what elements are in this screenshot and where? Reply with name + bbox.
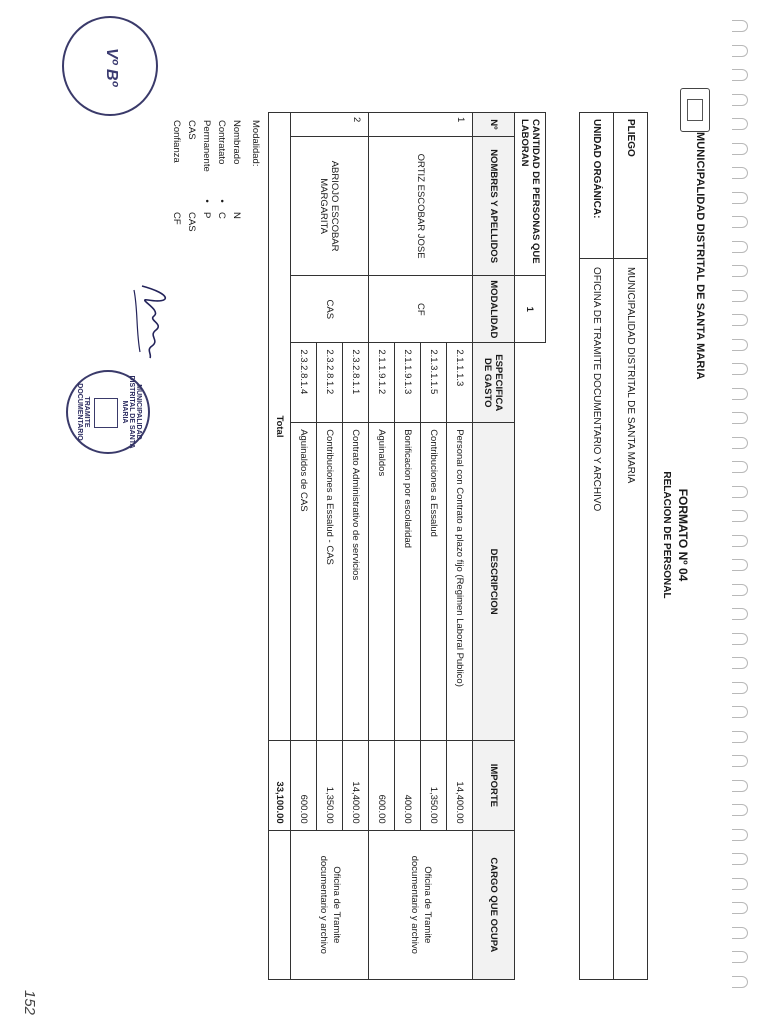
expense-code: 2.1.1.9.1.3 (395, 343, 421, 423)
expense-code: 2.3.2.8.1.4 (291, 343, 317, 423)
expense-amount: 600.00 (291, 740, 317, 830)
col-header: ESPECIFICA DE GASTO (473, 343, 515, 423)
col-header: DESCRIPCION (473, 423, 515, 741)
total-value: 33,100.00 (269, 740, 291, 830)
expense-amount: 600.00 (369, 740, 395, 830)
legend-label: Contratato (216, 120, 227, 165)
pliego-label: PLIEGO (614, 113, 648, 259)
expense-description: Contribuciones a Essalud - CAS (317, 423, 343, 741)
col-header: IMPORTE (473, 740, 515, 830)
legend-code: C (216, 212, 227, 219)
personnel-table (268, 112, 546, 980)
unidad-label: UNIDAD ORGÁNICA: (580, 113, 614, 259)
approval-mark: Vº Bº (103, 48, 120, 87)
expense-amount: 14,400.00 (447, 740, 473, 830)
seal-text: MUNICIPALIDAD DISTRITAL DE SANTA MARIA (121, 375, 142, 449)
format-subtitle: RELACION DE PERSONAL (661, 471, 672, 599)
legend-code: P (201, 212, 212, 219)
modalidad-legend (169, 120, 263, 252)
municipality-logo (680, 88, 710, 132)
document-title (661, 400, 690, 670)
approval-stamp (62, 16, 158, 116)
legend-code: CF (171, 212, 182, 225)
cantidad-label: CANTIDAD DE PERSONAS QUE LABORAN (515, 113, 546, 276)
legend-label: Permanente (201, 120, 212, 172)
table-header (473, 113, 515, 980)
expense-code: 2.1.1.1.3 (447, 343, 473, 423)
expense-description: Aguinaldos de CAS (291, 423, 317, 741)
col-header: MODALIDAD (473, 276, 515, 343)
legend-code: N (231, 212, 242, 219)
table-row (447, 113, 473, 980)
legend-label: CAS (186, 120, 197, 140)
municipal-seal (66, 370, 150, 454)
legend-marker (169, 190, 184, 212)
col-header: Nº (473, 113, 515, 137)
format-title: FORMATO Nº 04 (676, 488, 690, 582)
person-cargo: Oficina de Tramite documentario y archivo (291, 830, 369, 979)
legend-marker: • (216, 199, 227, 203)
expense-amount: 1,350.00 (317, 740, 343, 830)
total-row (269, 113, 291, 980)
legend-marker (229, 190, 244, 212)
legend-item (229, 120, 244, 252)
page-number: 152 (21, 990, 38, 1016)
pliego-value: MUNICIPALIDAD DISTRITAL DE SANTA MARIA (614, 259, 648, 980)
expense-amount: 400.00 (395, 740, 421, 830)
legend-item (169, 120, 184, 252)
cantidad-value: 1 (515, 276, 546, 343)
legend-item (199, 120, 214, 252)
header-form (579, 112, 648, 980)
legend-label: Confianza (171, 120, 182, 163)
legend-title: Modalidad: (250, 120, 261, 167)
col-header: CARGO QUE OCUPA (473, 830, 515, 979)
total-label: Total (269, 113, 291, 741)
row-number: 1 (369, 113, 473, 137)
legend-marker: • (201, 199, 212, 203)
legend-item (184, 120, 199, 252)
municipality-name: MUNICIPALIDAD DISTRITAL DE SANTA MARIA (694, 132, 706, 380)
expense-code: 2.1.3.1.1.5 (421, 343, 447, 423)
legend-code: CAS (186, 212, 197, 232)
expense-description: Bonificacion por escolaridad (395, 423, 421, 741)
legend-item (214, 120, 229, 252)
person-name: ABRIOJO ESCOBAR MARGARITA (291, 136, 369, 275)
expense-description: Contrato Administrativo de servicios (343, 423, 369, 741)
person-cargo: Oficina de Tramite documentario y archivo (369, 830, 473, 979)
table-row (343, 113, 369, 980)
expense-code: 2.3.2.8.1.2 (317, 343, 343, 423)
expense-amount: 1,350.00 (421, 740, 447, 830)
legend-label: Nombrado (231, 120, 242, 165)
col-header: NOMBRES Y APELLIDOS (473, 136, 515, 275)
row-number: 2 (291, 113, 369, 137)
person-name: ORTIZ ESCOBAR JOSE (369, 136, 473, 275)
person-modalidad: CAS (291, 276, 369, 343)
handwritten-signature (122, 280, 182, 360)
expense-amount: 14,400.00 (343, 740, 369, 830)
seal-subtext: TRAMITE DOCUMENTARIO (76, 383, 90, 441)
expense-code: 2.3.2.8.1.1 (343, 343, 369, 423)
expense-description: Personal con Contrato a plazo fijo (Regimen Laboral Publico) (447, 423, 473, 741)
expense-description: Aguinaldos (369, 423, 395, 741)
unidad-value: OFICINA DE TRAMITE DOCUMENTARIO Y ARCHIVO (580, 259, 614, 980)
seal-emblem (94, 398, 118, 428)
expense-description: Contribuciones a Essalud (421, 423, 447, 741)
person-modalidad: CF (369, 276, 473, 343)
expense-code: 2.1.1.9.1.2 (369, 343, 395, 423)
legend-marker (184, 190, 199, 212)
